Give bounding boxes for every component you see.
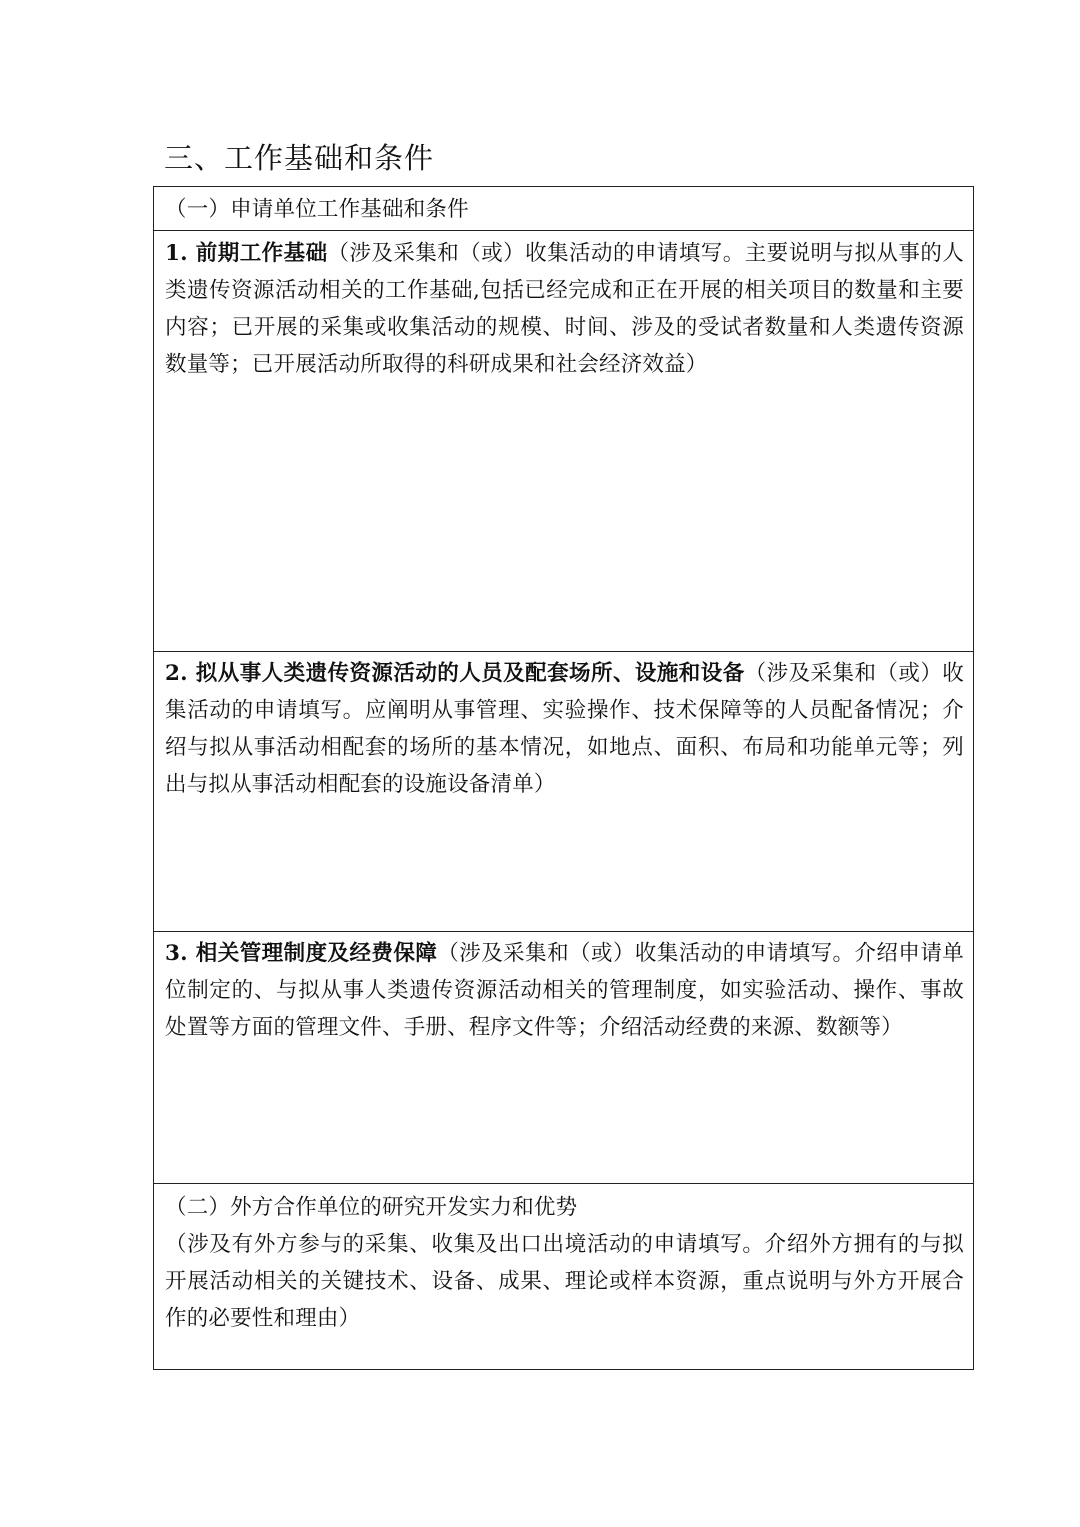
item1-label: 1. 前期工作基础 <box>165 241 328 266</box>
form-table <box>153 186 974 1370</box>
item2-cell[interactable] <box>154 652 973 932</box>
item3-label: 3. 相关管理制度及经费保障 <box>165 941 438 966</box>
item3-description: （涉及采集和（或）收集活动的申请填写。介绍申请单位制定的、与拟从事人类遗传资源活动相关的管理制度，如实验活动、操作、事故处置等方面的管理文件、手册、程序文件等；介绍活动经费的来源、数额等） <box>165 941 964 1040</box>
item2-label: 2. 拟从事人类遗传资源活动的人员及配套场所、设施和设备 <box>165 661 745 686</box>
item2-description: （涉及采集和（或）收集活动的申请填写。应阐明从事管理、实验操作、技术保障等的人员配备情况；介绍与拟从事活动相配套的场所的基本情况，如地点、面积、布局和功能单元等；列出与拟从事活动相配套的设施设备清单） <box>165 661 964 797</box>
section2-title: （二）外方合作单位的研究开发实力和优势 <box>165 1195 578 1220</box>
item1-description: （涉及采集和（或）收集活动的申请填写。主要说明与拟从事的人类遗传资源活动相关的工作基础,包括已经完成和正在开展的相关项目的数量和主要内容；已开展的采集或收集活动的规模、时间、涉及的受试者数量和人类遗传资源数量等；已开展活动所取得的科研成果和社会经济效益） <box>165 241 964 377</box>
item3-cell[interactable] <box>154 932 973 1184</box>
section2-cell[interactable] <box>154 1184 973 1369</box>
section1-title: （一）申请单位工作基础和条件 <box>165 197 469 222</box>
item1-cell[interactable] <box>154 231 973 652</box>
section2-description: （涉及有外方参与的采集、收集及出口出境活动的申请填写。介绍外方拥有的与拟开展活动相关的关键技术、设备、成果、理论或样本资源，重点说明与外方开展合作的必要性和理由） <box>165 1232 964 1331</box>
page-heading: 三、工作基础和条件 <box>164 141 435 175</box>
section1-title-cell <box>154 187 973 231</box>
